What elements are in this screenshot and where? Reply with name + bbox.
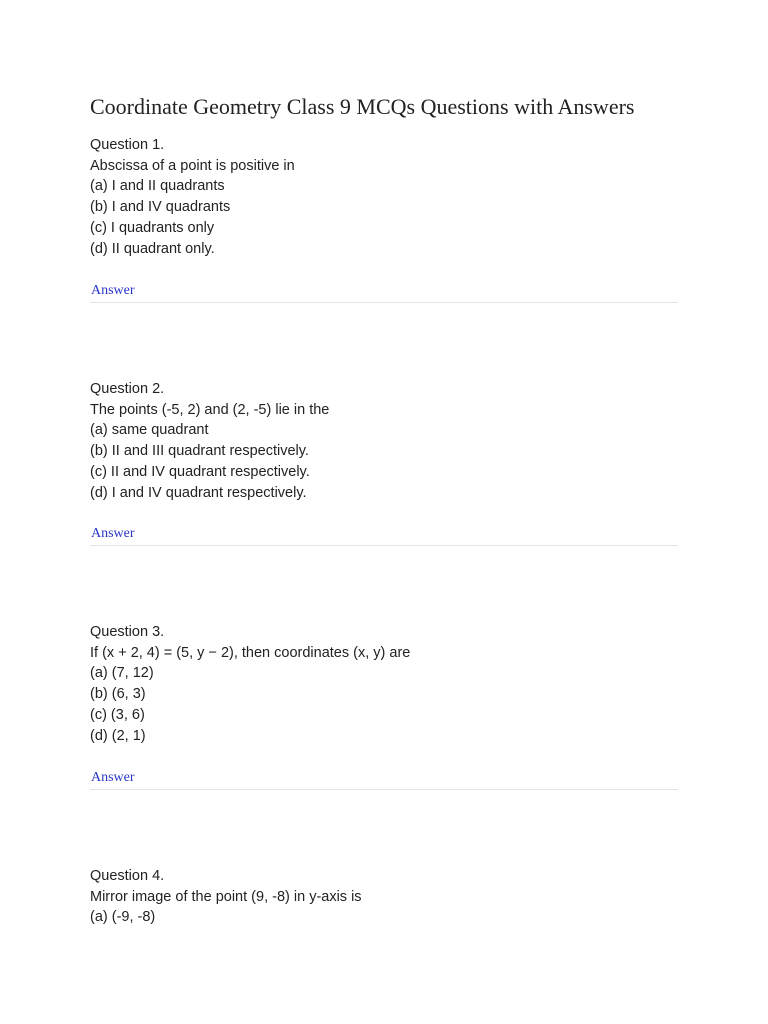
question-number: Question 1. bbox=[90, 137, 165, 153]
answer-toggle-3[interactable]: Answer bbox=[91, 770, 135, 785]
option-c: (c) I quadrants only bbox=[90, 219, 215, 236]
question-3 bbox=[90, 622, 678, 746]
question-number: Question 3. bbox=[90, 624, 165, 640]
question-text: Abscissa of a point is positive in bbox=[90, 157, 295, 174]
option-b: (b) II and III quadrant respectively. bbox=[90, 443, 309, 460]
question-2 bbox=[90, 379, 678, 503]
option-a: (a) same quadrant bbox=[90, 422, 209, 439]
question-number: Question 2. bbox=[90, 381, 165, 397]
question-text: The points (-5, 2) and (2, -5) lie in the bbox=[90, 401, 330, 418]
option-a: (a) (-9, -8) bbox=[90, 909, 156, 926]
answer-row-1 bbox=[90, 280, 678, 303]
answer-row-3 bbox=[90, 767, 678, 790]
option-a: (a) (7, 12) bbox=[90, 665, 154, 682]
option-d: (d) I and IV quadrant respectively. bbox=[90, 484, 307, 501]
answer-toggle-2[interactable]: Answer bbox=[91, 526, 135, 541]
question-text: Mirror image of the point (9, -8) in y-axis is bbox=[90, 888, 362, 905]
option-d: (d) II quadrant only. bbox=[90, 240, 215, 257]
page-title: Coordinate Geometry Class 9 MCQs Questions with Answers bbox=[90, 94, 635, 119]
option-b: (b) I and IV quadrants bbox=[90, 199, 231, 216]
question-1 bbox=[90, 135, 678, 259]
option-d: (d) (2, 1) bbox=[90, 727, 146, 744]
option-a: (a) I and II quadrants bbox=[90, 178, 225, 195]
option-b: (b) (6, 3) bbox=[90, 686, 146, 703]
question-number: Question 4. bbox=[90, 868, 165, 884]
question-text: If (x + 2, 4) = (5, y − 2), then coordinates (x, y) are bbox=[90, 644, 411, 661]
option-c: (c) (3, 6) bbox=[90, 706, 145, 723]
answer-toggle-1[interactable]: Answer bbox=[91, 283, 135, 298]
option-c: (c) II and IV quadrant respectively. bbox=[90, 463, 310, 480]
question-4 bbox=[90, 866, 678, 928]
answer-row-2 bbox=[90, 523, 678, 546]
